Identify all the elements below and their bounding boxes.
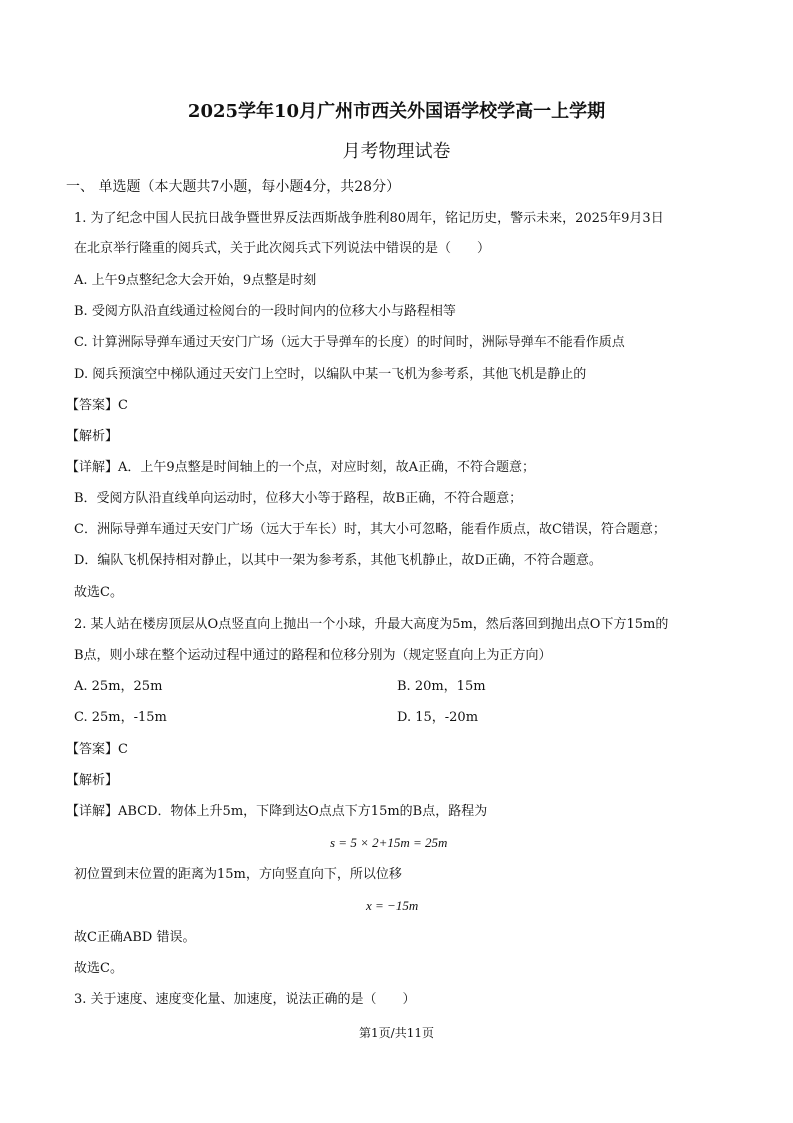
q2-option-a: A. 25m，25m (74, 679, 163, 694)
page-footer: 第1页/共11页 (359, 1026, 434, 1040)
q2-answer: 【答案】C (66, 742, 128, 757)
q1-conclusion: 故选C。 (74, 585, 123, 600)
q1-option-c: C. 计算洲际导弹车通过天安门广场（远大于导弹车的长度）的时间时，洲际导弹车不能看作质点 (74, 335, 625, 350)
q2-option-c: C. 25m，-15m (74, 710, 167, 725)
q1-answer: 【答案】C (66, 398, 128, 413)
q1-analysis-label: 【解析】 (66, 429, 119, 444)
q2-formula-distance: s = 5 × 2+15m = 25m (330, 835, 448, 850)
q1-option-d: D. 阅兵预演空中梯队通过天安门上空时，以编队中某一飞机为参考系，其他飞机是静止的 (74, 367, 587, 382)
section-heading: 一、 单选题（本大题共7小题，每小题4分，共28分） (66, 179, 401, 195)
q2-detail-1: 【详解】ABCD．物体上升5m，下降到达O点点下方15m的B点，路程为 (66, 804, 488, 819)
q1-stem-line1: 1. 为了纪念中国人民抗日战争暨世界反法西斯战争胜利80周年，铭记历史，警示未来，2025年9月3日 (74, 211, 664, 226)
page-title: 2025学年10月广州市西关外国语学校学高一上学期 (187, 101, 606, 122)
q1-detail-b: B．受阅方队沿直线单向运动时，位移大小等于路程，故B正确，不符合题意； (74, 491, 523, 506)
q2-stem-line1: 2. 某人站在楼房顶层从O点竖直向上抛出一个小球，升最大高度为5m，然后落回到抛出点O下方15m的 (74, 617, 669, 632)
q2-stem-line2: B点，则小球在整个运动过程中通过的路程和位移分别为（规定竖直向上为正方向） (74, 648, 552, 663)
q2-conclusion: 故选C。 (74, 961, 123, 976)
q2-analysis-label: 【解析】 (66, 773, 119, 788)
q1-option-a: A. 上午9点整纪念大会开始，9点整是时刻 (74, 273, 317, 288)
q1-detail-d: D．编队飞机保持相对静止，以其中一架为参考系，其他飞机静止，故D正确，不符合题意。 (74, 553, 602, 568)
q2-option-d: D. 15，-20m (397, 710, 479, 725)
q2-detail-3: 故C正确ABD 错误。 (74, 930, 196, 945)
q1-option-b: B. 受阅方队沿直线通过检阅台的一段时间内的位移大小与路程相等 (74, 304, 456, 319)
q3-stem-line1: 3. 关于速度、速度变化量、加速度，说法正确的是（ ） (74, 992, 416, 1007)
page-subtitle: 月考物理试卷 (342, 141, 451, 162)
q1-detail-c: C．洲际导弹车通过天安门广场（远大于车长）时，其大小可忽略，能看作质点，故C错误，符合题意； (74, 522, 666, 537)
q2-formula-displacement: x = −15m (366, 898, 419, 913)
q1-detail-a: 【详解】A．上午9点整是时间轴上的一个点，对应时刻，故A正确，不符合题意； (66, 460, 536, 475)
q1-stem-line2: 在北京举行隆重的阅兵式，关于此次阅兵式下列说法中错误的是（ ） (74, 241, 491, 256)
q2-detail-2: 初位置到末位置的距离为15m，方向竖直向下，所以位移 (74, 867, 402, 882)
q2-option-b: B. 20m，15m (397, 679, 486, 694)
